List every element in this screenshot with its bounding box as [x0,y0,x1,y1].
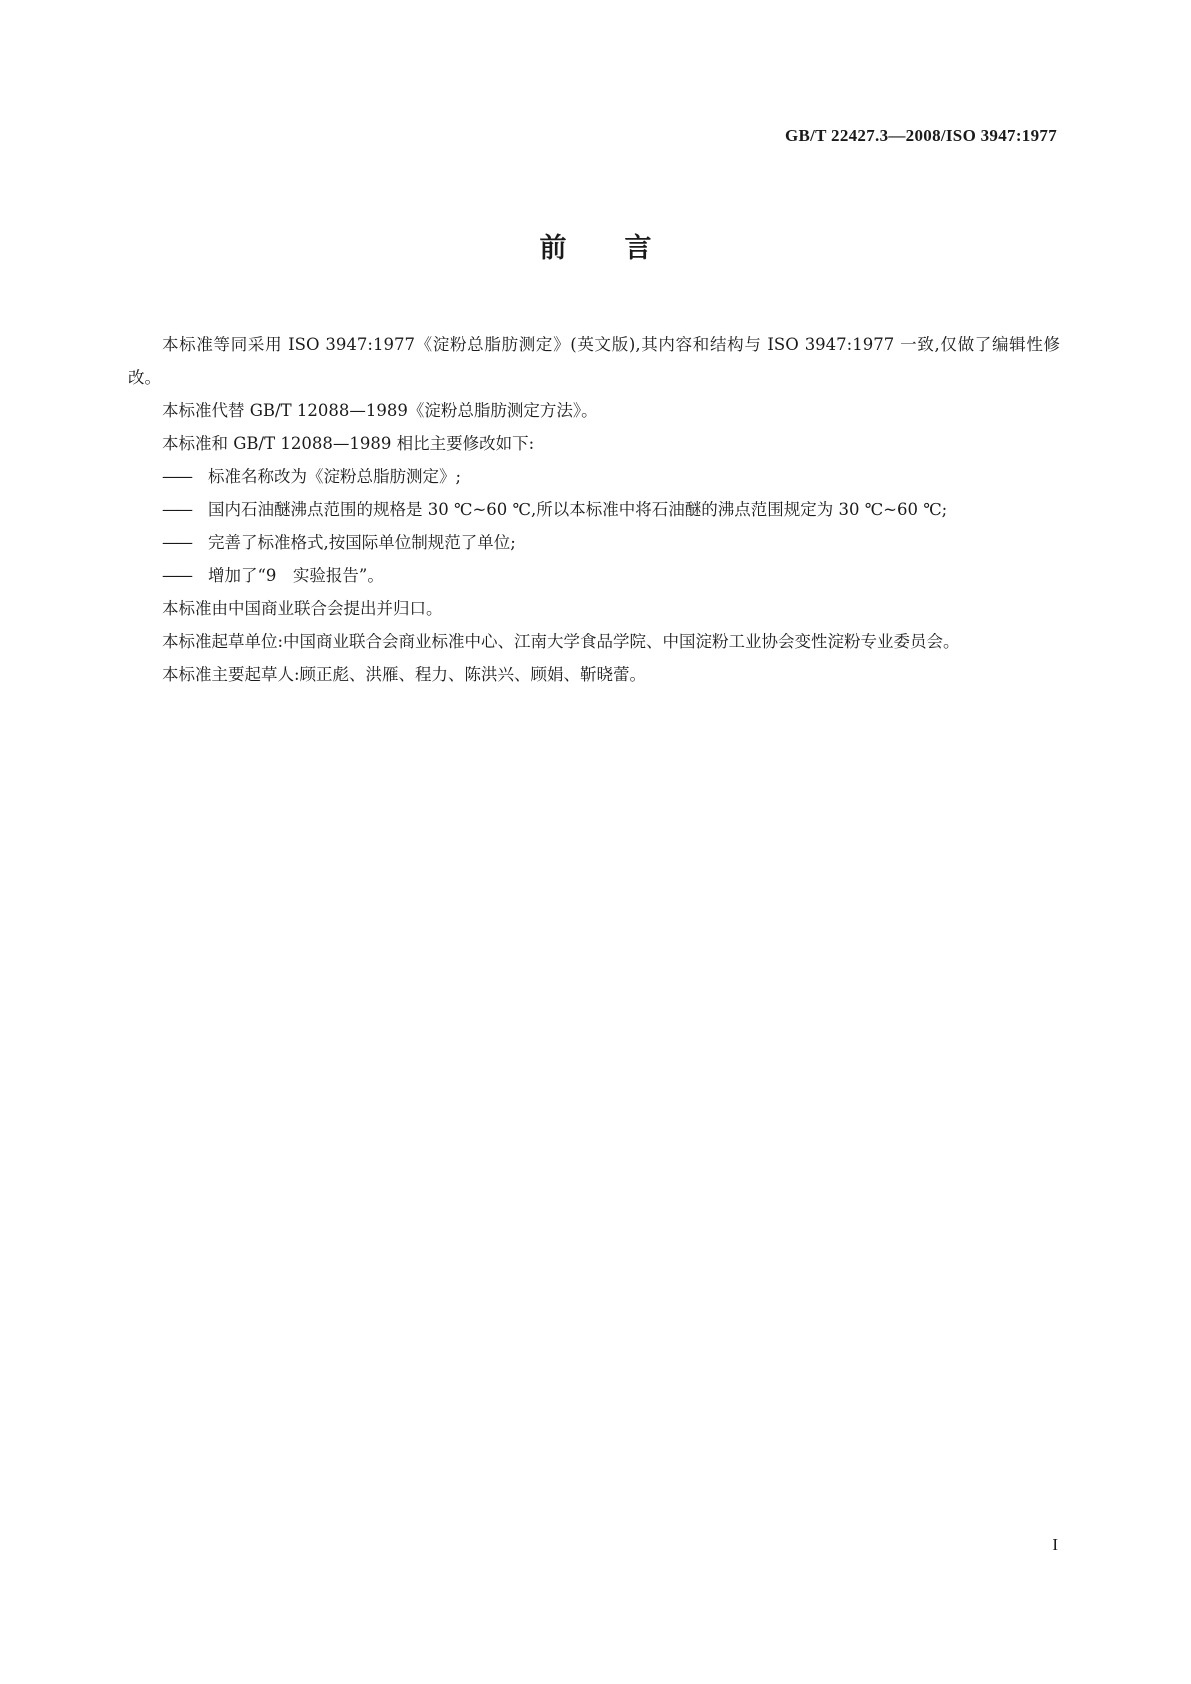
page-title: 前言 [539,233,710,264]
dash-marker: —— [162,500,191,519]
dash-marker: —— [162,566,191,585]
change-item-text: 完善了标准格式,按国际单位制规范了单位; [208,533,516,552]
paragraph-changes-intro: 本标准和 GB/T 12088—1989 相比主要修改如下: [162,434,535,453]
foreword-body [128,328,1060,691]
change-item [128,526,1060,559]
paragraph-proposer: 本标准由中国商业联合会提出并归口。 [162,599,443,618]
paragraph-drafting-units: 本标准起草单位:中国商业联合会商业标准中心、江南大学食品学院、中国淀粉工业协会变性淀粉专业委员会。 [162,632,960,651]
standard-code-header: GB/T 22427.3—2008/ISO 3947:1977 [784,126,1057,145]
dash-marker: —— [162,533,191,552]
paragraph-replaces: 本标准代替 GB/T 12088—1989《淀粉总脂肪测定方法》。 [162,401,598,420]
change-item [128,493,1060,526]
change-item-text: 国内石油醚沸点范围的规格是 30 ℃~60 ℃,所以本标准中将石油醚的沸点范围规定为 30 ℃~60 ℃; [208,500,948,519]
change-item-text: 标准名称改为《淀粉总脂肪测定》; [208,467,462,486]
change-item [128,460,1060,493]
change-item-text: 增加了“9 实验报告”。 [208,566,384,585]
page-number: I [1052,1535,1058,1554]
paragraph-adoption: 本标准等同采用 ISO 3947:1977《淀粉总脂肪测定》(英文版),其内容和结构与 ISO 3947:1977 一致,仅做了编辑性修改。 [128,335,1060,387]
paragraph-drafters: 本标准主要起草人:顾正彪、洪雁、程力、陈洪兴、顾娟、靳晓蕾。 [162,665,647,684]
change-item [128,559,1060,592]
dash-marker: —— [162,467,191,486]
